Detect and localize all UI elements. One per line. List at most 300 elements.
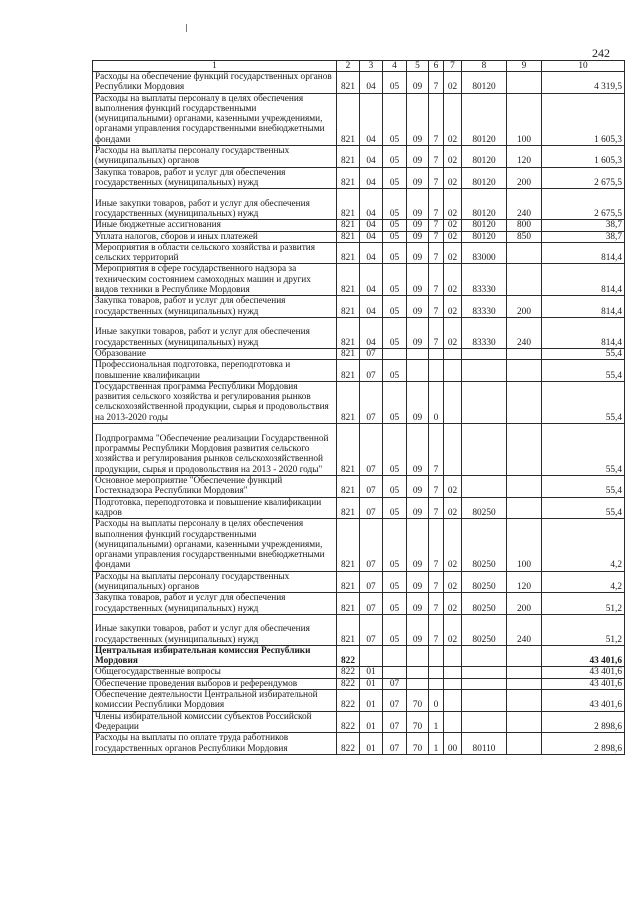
code-cell-c6 xyxy=(429,667,444,678)
code-cell-c9 xyxy=(507,360,542,382)
table-header-row xyxy=(93,61,625,72)
row-description: Расходы на выплаты персоналу государственных (муниципальных) органов xyxy=(93,146,337,168)
code-cell-c4: 07 xyxy=(383,711,407,733)
table-row xyxy=(93,476,625,498)
code-cell-c2: 822 xyxy=(337,667,360,678)
code-cell-c2: 822 xyxy=(337,733,360,755)
code-cell-c8 xyxy=(462,476,507,498)
amount-cell: 38,7 xyxy=(542,220,625,231)
table-row xyxy=(93,733,625,755)
code-cell-c8 xyxy=(462,690,507,712)
code-cell-c7: 02 xyxy=(444,519,462,571)
code-cell-c4: 07 xyxy=(383,733,407,755)
amount-cell: 55,4 xyxy=(542,424,625,476)
amount-cell: 51,2 xyxy=(542,614,625,645)
code-cell-c7: 02 xyxy=(444,317,462,348)
table-row xyxy=(93,189,625,220)
table-row xyxy=(93,93,625,145)
row-description: Иные закупки товаров, работ и услуг для обеспечения государственных (муниципальных) нужд xyxy=(93,614,337,645)
code-cell-c6: 7 xyxy=(429,72,444,94)
code-cell-c6: 7 xyxy=(429,497,444,519)
amount-cell: 814,4 xyxy=(542,242,625,264)
table-row xyxy=(93,645,625,667)
code-cell-c9: 100 xyxy=(507,93,542,145)
code-cell-c7 xyxy=(444,360,462,382)
code-cell-c8: 80250 xyxy=(462,614,507,645)
code-cell-c9: 100 xyxy=(507,519,542,571)
code-cell-c8: 83330 xyxy=(462,317,507,348)
code-cell-c9: 240 xyxy=(507,317,542,348)
row-description: Образование xyxy=(93,348,337,359)
code-cell-c7: 02 xyxy=(444,497,462,519)
code-cell-c2: 821 xyxy=(337,189,360,220)
code-cell-c5: 09 xyxy=(407,72,429,94)
amount-cell: 43 401,6 xyxy=(542,678,625,689)
code-cell-c5: 09 xyxy=(407,571,429,593)
amount-cell: 2 898,6 xyxy=(542,711,625,733)
code-cell-c4: 05 xyxy=(383,296,407,318)
code-cell-c5: 09 xyxy=(407,519,429,571)
row-description: Центральная избирательная комиссия Республики Мордовия xyxy=(93,645,337,667)
code-cell-c8: 80120 xyxy=(462,189,507,220)
column-header-5: 5 xyxy=(407,61,429,72)
code-cell-c2: 821 xyxy=(337,93,360,145)
code-cell-c9: 240 xyxy=(507,614,542,645)
code-cell-c3: 04 xyxy=(360,231,383,242)
code-cell-c2: 822 xyxy=(337,645,360,667)
code-cell-c5: 09 xyxy=(407,242,429,264)
code-cell-c9: 120 xyxy=(507,146,542,168)
code-cell-c3: 07 xyxy=(360,476,383,498)
code-cell-c3: 04 xyxy=(360,220,383,231)
code-cell-c6: 7 xyxy=(429,317,444,348)
code-cell-c6: 7 xyxy=(429,296,444,318)
code-cell-c3: 04 xyxy=(360,242,383,264)
table-row xyxy=(93,348,625,359)
code-cell-c8: 83330 xyxy=(462,296,507,318)
amount-cell: 55,4 xyxy=(542,497,625,519)
code-cell-c5 xyxy=(407,667,429,678)
code-cell-c8: 83000 xyxy=(462,242,507,264)
code-cell-c5: 09 xyxy=(407,424,429,476)
code-cell-c7 xyxy=(444,690,462,712)
code-cell-c3: 04 xyxy=(360,72,383,94)
code-cell-c4: 05 xyxy=(383,593,407,615)
table-row xyxy=(93,360,625,382)
table-body xyxy=(93,72,625,755)
code-cell-c9: 200 xyxy=(507,593,542,615)
code-cell-c3 xyxy=(360,645,383,667)
table-row xyxy=(93,571,625,593)
code-cell-c6: 1 xyxy=(429,733,444,755)
code-cell-c7: 02 xyxy=(444,571,462,593)
code-cell-c5: 70 xyxy=(407,711,429,733)
column-header-7: 7 xyxy=(444,61,462,72)
code-cell-c8: 80120 xyxy=(462,220,507,231)
code-cell-c2: 821 xyxy=(337,72,360,94)
code-cell-c4: 05 xyxy=(383,231,407,242)
code-cell-c4 xyxy=(383,348,407,359)
table-row xyxy=(93,519,625,571)
code-cell-c3: 01 xyxy=(360,711,383,733)
code-cell-c3: 04 xyxy=(360,264,383,296)
scan-mark xyxy=(186,24,187,32)
table-row xyxy=(93,690,625,712)
code-cell-c2: 821 xyxy=(337,296,360,318)
code-cell-c2: 821 xyxy=(337,424,360,476)
code-cell-c8: 80120 xyxy=(462,93,507,145)
amount-cell: 43 401,6 xyxy=(542,690,625,712)
code-cell-c6 xyxy=(429,360,444,382)
row-description: Мероприятия в области сельского хозяйства и развития сельских территорий xyxy=(93,242,337,264)
table-row xyxy=(93,220,625,231)
table-row xyxy=(93,231,625,242)
row-description: Уплата налогов, сборов и иных платежей xyxy=(93,231,337,242)
amount-cell: 55,4 xyxy=(542,381,625,423)
code-cell-c4: 05 xyxy=(383,146,407,168)
code-cell-c7 xyxy=(444,381,462,423)
code-cell-c7: 02 xyxy=(444,167,462,189)
table-row xyxy=(93,667,625,678)
code-cell-c6: 7 xyxy=(429,519,444,571)
code-cell-c7: 02 xyxy=(444,146,462,168)
code-cell-c3: 07 xyxy=(360,593,383,615)
code-cell-c7: 02 xyxy=(444,72,462,94)
code-cell-c8 xyxy=(462,381,507,423)
code-cell-c5 xyxy=(407,348,429,359)
code-cell-c4: 05 xyxy=(383,72,407,94)
code-cell-c9 xyxy=(507,497,542,519)
code-cell-c8: 80120 xyxy=(462,72,507,94)
code-cell-c9 xyxy=(507,242,542,264)
code-cell-c7 xyxy=(444,424,462,476)
code-cell-c8 xyxy=(462,711,507,733)
code-cell-c3: 04 xyxy=(360,93,383,145)
code-cell-c3: 04 xyxy=(360,167,383,189)
amount-cell: 4 319,5 xyxy=(542,72,625,94)
code-cell-c7: 02 xyxy=(444,242,462,264)
row-description: Подготовка, переподготовка и повышение квалификации кадров xyxy=(93,497,337,519)
code-cell-c5 xyxy=(407,678,429,689)
code-cell-c7: 02 xyxy=(444,189,462,220)
column-header-10: 10 xyxy=(542,61,625,72)
code-cell-c7: 02 xyxy=(444,593,462,615)
table-row xyxy=(93,381,625,423)
code-cell-c7: 02 xyxy=(444,476,462,498)
code-cell-c2: 821 xyxy=(337,220,360,231)
amount-cell: 43 401,6 xyxy=(542,645,625,667)
code-cell-c2: 821 xyxy=(337,264,360,296)
code-cell-c5: 09 xyxy=(407,93,429,145)
code-cell-c5: 09 xyxy=(407,189,429,220)
amount-cell: 4,2 xyxy=(542,519,625,571)
code-cell-c3: 07 xyxy=(360,348,383,359)
code-cell-c6 xyxy=(429,678,444,689)
amount-cell: 2 675,5 xyxy=(542,189,625,220)
table-row xyxy=(93,167,625,189)
amount-cell: 55,4 xyxy=(542,348,625,359)
row-description: Профессиональная подготовка, переподготовка и повышение квалификации xyxy=(93,360,337,382)
row-description: Закупка товаров, работ и услуг для обеспечения государственных (муниципальных) нужд xyxy=(93,593,337,615)
code-cell-c4 xyxy=(383,667,407,678)
row-description: Иные закупки товаров, работ и услуг для обеспечения государственных (муниципальных) нужд xyxy=(93,189,337,220)
code-cell-c6: 7 xyxy=(429,146,444,168)
code-cell-c3: 01 xyxy=(360,678,383,689)
code-cell-c7 xyxy=(444,711,462,733)
column-header-2: 2 xyxy=(337,61,360,72)
column-header-9: 9 xyxy=(507,61,542,72)
code-cell-c9 xyxy=(507,690,542,712)
amount-cell: 43 401,6 xyxy=(542,667,625,678)
code-cell-c8 xyxy=(462,360,507,382)
amount-cell: 2 898,6 xyxy=(542,733,625,755)
row-description: Расходы на выплаты персоналу в целях обеспечения выполнения функций государственными (муниципальными) органами, казенными учреждениями, органами управления государственными внебюджетными фондами xyxy=(93,519,337,571)
code-cell-c7 xyxy=(444,348,462,359)
code-cell-c4: 05 xyxy=(383,381,407,423)
code-cell-c5: 09 xyxy=(407,264,429,296)
code-cell-c8: 80250 xyxy=(462,571,507,593)
code-cell-c4: 05 xyxy=(383,519,407,571)
code-cell-c6 xyxy=(429,645,444,667)
code-cell-c6: 7 xyxy=(429,189,444,220)
code-cell-c9 xyxy=(507,381,542,423)
table-row xyxy=(93,614,625,645)
code-cell-c7: 00 xyxy=(444,733,462,755)
code-cell-c2: 821 xyxy=(337,360,360,382)
code-cell-c5: 09 xyxy=(407,296,429,318)
code-cell-c3: 01 xyxy=(360,733,383,755)
code-cell-c6: 1 xyxy=(429,711,444,733)
table-row xyxy=(93,264,625,296)
code-cell-c5: 09 xyxy=(407,497,429,519)
code-cell-c2: 821 xyxy=(337,231,360,242)
code-cell-c8: 80120 xyxy=(462,231,507,242)
amount-cell: 51,2 xyxy=(542,593,625,615)
code-cell-c5: 09 xyxy=(407,167,429,189)
code-cell-c3: 04 xyxy=(360,317,383,348)
code-cell-c3: 01 xyxy=(360,667,383,678)
code-cell-c9 xyxy=(507,645,542,667)
code-cell-c4: 05 xyxy=(383,93,407,145)
code-cell-c4: 05 xyxy=(383,189,407,220)
code-cell-c6: 7 xyxy=(429,264,444,296)
code-cell-c5: 09 xyxy=(407,614,429,645)
code-cell-c9 xyxy=(507,733,542,755)
code-cell-c3: 07 xyxy=(360,424,383,476)
row-description: Члены избирательной комиссии субъектов Российской Федерации xyxy=(93,711,337,733)
code-cell-c6: 7 xyxy=(429,424,444,476)
code-cell-c2: 821 xyxy=(337,167,360,189)
code-cell-c6: 0 xyxy=(429,381,444,423)
amount-cell: 55,4 xyxy=(542,476,625,498)
code-cell-c2: 821 xyxy=(337,593,360,615)
code-cell-c6: 0 xyxy=(429,690,444,712)
row-description: Государственная программа Республики Мордовия развития сельского хозяйства и регулирования рынков сельскохозяйственной продукции, сырья и продовольствия на 2013-2020 годы xyxy=(93,381,337,423)
code-cell-c5: 09 xyxy=(407,317,429,348)
code-cell-c7 xyxy=(444,645,462,667)
code-cell-c8: 80110 xyxy=(462,733,507,755)
code-cell-c6: 7 xyxy=(429,614,444,645)
code-cell-c8: 80250 xyxy=(462,519,507,571)
code-cell-c9: 200 xyxy=(507,167,542,189)
code-cell-c4: 05 xyxy=(383,571,407,593)
code-cell-c6: 7 xyxy=(429,220,444,231)
code-cell-c4: 05 xyxy=(383,497,407,519)
code-cell-c4: 05 xyxy=(383,476,407,498)
code-cell-c4: 05 xyxy=(383,167,407,189)
code-cell-c8 xyxy=(462,645,507,667)
code-cell-c3: 07 xyxy=(360,360,383,382)
code-cell-c2: 821 xyxy=(337,571,360,593)
code-cell-c9 xyxy=(507,678,542,689)
code-cell-c7: 02 xyxy=(444,93,462,145)
code-cell-c4: 05 xyxy=(383,220,407,231)
row-description: Общегосударственные вопросы xyxy=(93,667,337,678)
code-cell-c9 xyxy=(507,711,542,733)
table-row xyxy=(93,678,625,689)
code-cell-c8 xyxy=(462,424,507,476)
code-cell-c9: 850 xyxy=(507,231,542,242)
row-description: Иные бюджетные ассигнования xyxy=(93,220,337,231)
code-cell-c6: 7 xyxy=(429,231,444,242)
code-cell-c9 xyxy=(507,72,542,94)
row-description: Основное мероприятие "Обеспечение функций Гостехнадзора Республики Мордовия" xyxy=(93,476,337,498)
code-cell-c7 xyxy=(444,678,462,689)
code-cell-c5 xyxy=(407,360,429,382)
code-cell-c6: 7 xyxy=(429,167,444,189)
code-cell-c8: 83330 xyxy=(462,264,507,296)
code-cell-c8: 80120 xyxy=(462,167,507,189)
row-description: Закупка товаров, работ и услуг для обеспечения государственных (муниципальных) нужд xyxy=(93,167,337,189)
code-cell-c8: 80120 xyxy=(462,146,507,168)
code-cell-c8: 80250 xyxy=(462,593,507,615)
amount-cell: 55,4 xyxy=(542,360,625,382)
code-cell-c7: 02 xyxy=(444,264,462,296)
code-cell-c5: 09 xyxy=(407,593,429,615)
code-cell-c2: 821 xyxy=(337,242,360,264)
code-cell-c9 xyxy=(507,424,542,476)
code-cell-c3: 07 xyxy=(360,381,383,423)
table-row xyxy=(93,497,625,519)
amount-cell: 814,4 xyxy=(542,296,625,318)
table-row xyxy=(93,711,625,733)
code-cell-c5: 09 xyxy=(407,146,429,168)
column-header-3: 3 xyxy=(360,61,383,72)
code-cell-c3: 04 xyxy=(360,189,383,220)
code-cell-c5: 70 xyxy=(407,733,429,755)
code-cell-c4 xyxy=(383,645,407,667)
row-description: Закупка товаров, работ и услуг для обеспечения государственных (муниципальных) нужд xyxy=(93,296,337,318)
code-cell-c3: 07 xyxy=(360,497,383,519)
code-cell-c5: 09 xyxy=(407,381,429,423)
code-cell-c6: 7 xyxy=(429,242,444,264)
code-cell-c3: 04 xyxy=(360,146,383,168)
code-cell-c2: 822 xyxy=(337,678,360,689)
table-row xyxy=(93,296,625,318)
code-cell-c9: 120 xyxy=(507,571,542,593)
table-row xyxy=(93,72,625,94)
code-cell-c3: 07 xyxy=(360,571,383,593)
code-cell-c2: 821 xyxy=(337,519,360,571)
column-header-1: 1 xyxy=(93,61,337,72)
row-description: Расходы на выплаты по оплате труда работников государственных органов Республики Мордовия xyxy=(93,733,337,755)
code-cell-c6: 7 xyxy=(429,571,444,593)
column-header-8: 8 xyxy=(462,61,507,72)
code-cell-c4: 05 xyxy=(383,317,407,348)
code-cell-c2: 821 xyxy=(337,317,360,348)
amount-cell: 2 675,5 xyxy=(542,167,625,189)
code-cell-c2: 821 xyxy=(337,497,360,519)
code-cell-c8 xyxy=(462,678,507,689)
code-cell-c4: 07 xyxy=(383,690,407,712)
row-description: Обеспечение деятельности Центральной избирательной комиссии Республики Мордовия xyxy=(93,690,337,712)
amount-cell: 4,2 xyxy=(542,571,625,593)
code-cell-c8 xyxy=(462,348,507,359)
code-cell-c2: 822 xyxy=(337,711,360,733)
code-cell-c2: 821 xyxy=(337,381,360,423)
code-cell-c6: 7 xyxy=(429,476,444,498)
code-cell-c4: 05 xyxy=(383,264,407,296)
amount-cell: 814,4 xyxy=(542,317,625,348)
code-cell-c4: 05 xyxy=(383,614,407,645)
code-cell-c3: 07 xyxy=(360,614,383,645)
amount-cell: 38,7 xyxy=(542,231,625,242)
code-cell-c5: 09 xyxy=(407,220,429,231)
code-cell-c2: 821 xyxy=(337,476,360,498)
code-cell-c9 xyxy=(507,667,542,678)
code-cell-c2: 821 xyxy=(337,146,360,168)
table-row xyxy=(93,317,625,348)
code-cell-c6 xyxy=(429,348,444,359)
row-description: Расходы на обеспечение функций государственных органов Республики Мордовия xyxy=(93,72,337,94)
row-description: Обеспечение проведения выборов и референдумов xyxy=(93,678,337,689)
column-header-6: 6 xyxy=(429,61,444,72)
row-description: Расходы на выплаты персоналу государственных (муниципальных) органов xyxy=(93,571,337,593)
table-row xyxy=(93,146,625,168)
budget-table xyxy=(92,60,625,755)
row-description: Иные закупки товаров, работ и услуг для обеспечения государственных (муниципальных) нужд xyxy=(93,317,337,348)
code-cell-c2: 821 xyxy=(337,348,360,359)
code-cell-c7: 02 xyxy=(444,296,462,318)
row-description: Подпрограмма "Обеспечение реализации Государственной программы Республики Мордовия развития сельского хозяйства и регулирования рынков сельскохозяйственной продукции, сырья и продовольствия на 2013 - 2020 годы" xyxy=(93,424,337,476)
code-cell-c6: 7 xyxy=(429,593,444,615)
code-cell-c4: 05 xyxy=(383,242,407,264)
code-cell-c5 xyxy=(407,645,429,667)
code-cell-c8 xyxy=(462,667,507,678)
column-header-4: 4 xyxy=(383,61,407,72)
amount-cell: 1 605,3 xyxy=(542,146,625,168)
code-cell-c9: 800 xyxy=(507,220,542,231)
code-cell-c3: 07 xyxy=(360,519,383,571)
code-cell-c7: 02 xyxy=(444,220,462,231)
code-cell-c9: 240 xyxy=(507,189,542,220)
code-cell-c8: 80250 xyxy=(462,497,507,519)
code-cell-c3: 01 xyxy=(360,690,383,712)
code-cell-c2: 821 xyxy=(337,614,360,645)
code-cell-c4: 05 xyxy=(383,360,407,382)
row-description: Расходы на выплаты персоналу в целях обеспечения выполнения функций государственными (муниципальными) органами, казенными учреждениями, органами управления государственными внебюджетными фондами xyxy=(93,93,337,145)
code-cell-c2: 822 xyxy=(337,690,360,712)
code-cell-c7: 02 xyxy=(444,231,462,242)
code-cell-c6: 7 xyxy=(429,93,444,145)
code-cell-c5: 09 xyxy=(407,231,429,242)
code-cell-c7 xyxy=(444,667,462,678)
code-cell-c5: 09 xyxy=(407,476,429,498)
page-number: 242 xyxy=(592,46,610,60)
code-cell-c4: 07 xyxy=(383,678,407,689)
amount-cell: 1 605,3 xyxy=(542,93,625,145)
row-description: Мероприятия в сфере государственного надзора за техническим состоянием самоходных машин и других видов техники в Республике Мордовия xyxy=(93,264,337,296)
